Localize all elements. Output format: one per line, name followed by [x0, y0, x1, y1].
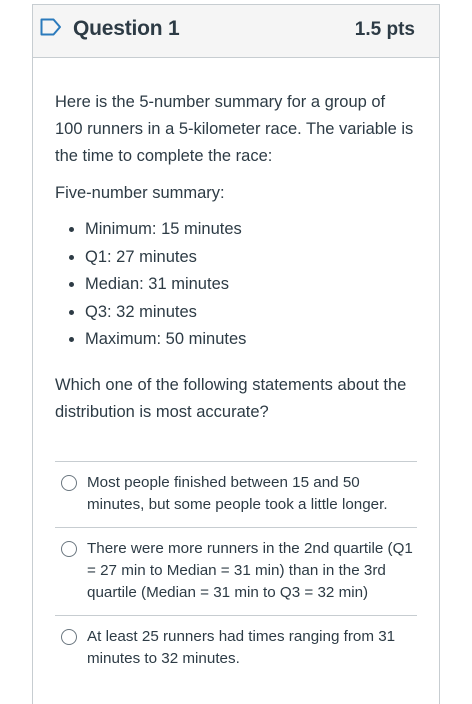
summary-item-minimum: • Minimum: 15 minutes: [85, 216, 417, 244]
summary-item-maximum: • Maximum: 50 minutes: [85, 326, 417, 354]
answer-option-3[interactable]: [55, 615, 417, 681]
answer-list: [55, 461, 417, 681]
summary-list: [55, 216, 417, 354]
summary-item-q1: • Q1: 27 minutes: [85, 244, 417, 272]
question-card: [32, 4, 440, 704]
question-header: [33, 5, 439, 58]
summary-item-median: • Median: 31 minutes: [85, 271, 417, 299]
answer-text-2: There were more runners in the 2nd quartile (Q1 = 27 min to Median = 31 min) than in the 3rd quartile (Median = 31 min to Q3 = 32 min): [87, 540, 413, 601]
answer-option-1[interactable]: [55, 461, 417, 527]
radio-button-1[interactable]: [61, 475, 77, 491]
answer-option-2[interactable]: [55, 527, 417, 615]
answer-text-1: Most people finished between 15 and 50 minutes, but some people took a little longer.: [87, 474, 388, 513]
question-prompt: Which one of the following statements about the distribution is most accurate?: [55, 375, 407, 421]
radio-button-2[interactable]: [61, 541, 77, 557]
summary-item-q3: • Q3: 32 minutes: [85, 299, 417, 327]
question-title: Question 1: [73, 17, 180, 40]
flag-outline-icon[interactable]: [40, 18, 62, 36]
answer-text-3: At least 25 runners had times ranging from 31 minutes to 32 minutes.: [87, 628, 396, 667]
question-intro: Here is the 5-number summary for a group of 100 runners in a 5-kilometer race. The variable is the time to complete the race:: [55, 93, 414, 165]
radio-button-3[interactable]: [61, 629, 77, 645]
question-body: [55, 89, 417, 426]
summary-label: Five-number summary:: [55, 184, 225, 202]
question-points: 1.5 pts: [354, 19, 415, 40]
